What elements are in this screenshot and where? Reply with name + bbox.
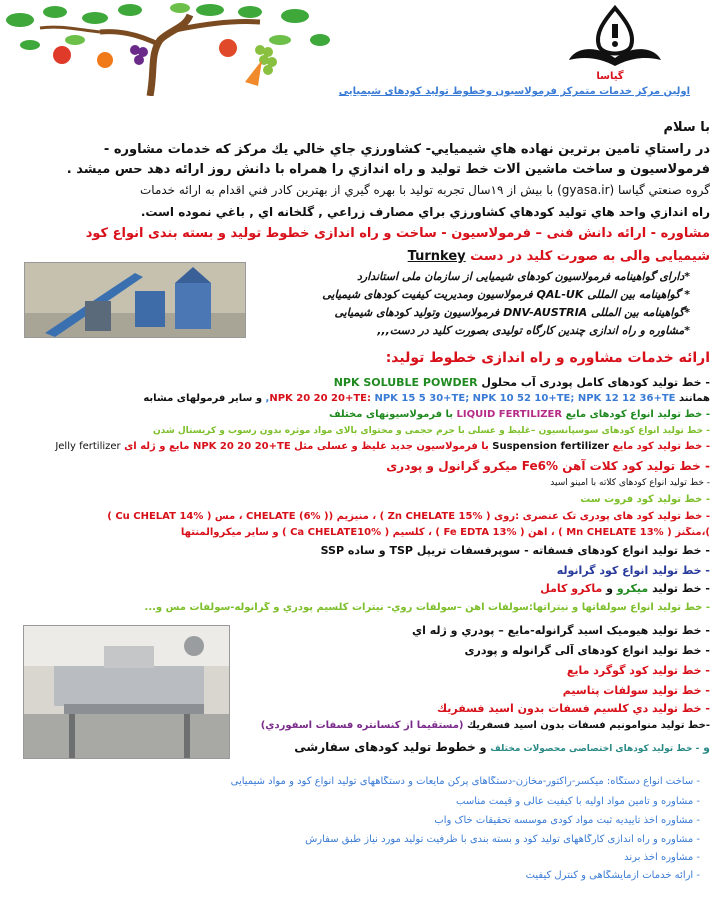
service-line-10-b: TSP [389,544,413,557]
footer-item-4: - مشاوره و راه اندازی کارگاههای تولید کود و بسته بندی با ظرفیت تولید مورد نیاز طبق سفارش [305,834,700,845]
brand-tagline: اولین مرکز خدمات متمرکز فرمولاسیون وخطوط تولید کودهای شیمیایی [338,86,690,97]
service-line-3 [10,409,710,420]
service-line-5 [10,441,710,452]
service-line-20-c: و [479,741,487,754]
service-line-12 [10,582,710,595]
service-line-12-a: - خط تولید [652,582,710,595]
service-line-19-b: (مستقیما از كنسانتره فسفات آسفوردي) [260,720,464,731]
service-line-11: - خط تولید انواع کود گرانوله [556,564,710,577]
service-line-9b: )،منگنز ( Mn CHELATE 13% ) ، آهن ( Fe EDTA 13% ) ، کلسیم ( Ca CHELATE10% ) و سایر میکروالمنتها [180,527,710,538]
service-line-4: - خط تولید انواع کودهای سوسپانسیون –غلیظ و عسلی با جرم حجمی و محتوای بالای مواد موثره بدون رسوب و کریستال شدن [153,426,710,436]
service-line-20-d: خطوط تولید کودهای سفارشی [294,740,476,754]
intro-p4: راه اندازي واحد هاي توليد كودهاي كشاورزي براي مصارف زراعي , گلخانه اي , باغي نموده است. [140,205,710,219]
service-line-10-d: SSP [320,544,345,557]
service-line-19-a: -خط تولید منوآمونیم فسفات بدون اسيد فسفريك [466,720,710,731]
cert-1: *دارای گواهینامه فرمولاسیون کودهای شیمیایی از سازمان ملی استاندارد [356,270,690,283]
service-line-6-b: Fe6% [521,459,559,473]
service-line-12-d: ماکرو کامل [540,582,603,595]
service-line-5-e: مایع و ژله ای [124,441,190,452]
service-line-1 [10,376,710,389]
footer-item-5: - مشاوره اخذ برند [624,852,700,863]
service-line-3-suffix: با فرمولاسیونهای مختلف [328,409,454,420]
service-line-2-prefix: همانند [678,393,710,404]
service-line-10-c: و ساده [347,544,386,557]
intro-p2: فرمولاسیون و ساخت ماشين آلات خط توليد و راه اندازي را همراه با دانش روز ارائه دهد حس ميشد . [66,162,710,177]
factory-photo-1 [24,262,246,338]
service-line-6-c: میکرو گرانول و پودری [386,459,518,473]
service-line-19 [240,720,710,731]
brand-name: گیاسا [596,71,624,82]
service-line-1-text: - خط تولید کودهای کامل پودری آب محلول [481,376,710,389]
service-line-20 [240,740,710,754]
service-line-5-b: Suspension fertilizer [492,441,610,452]
headline-line1: مشاوره - ارائه دانش فنی – فرمولاسیون - ساخت و راه اندازی خطوط تولید و بسته بندی انواع کود [85,226,710,241]
intro-p3: گروه صنعتي گياسا (gyasa.ir) با بيش از ۱۹سال تجربه توليد با بهره گيري از بهترين كادر فني اقدام به ارائه خدمات [139,183,710,197]
headline-turnkey-fa: شیمیایی وآلی به صورت کلید در دست [470,249,710,264]
service-line-12-b: میکرو [616,582,649,595]
service-line-15: - خط تولید انواع کودهای آلی گرانوله و پودری [464,644,710,657]
service-line-2-npk-blue: NPK 15 5 30+TE; NPK 10 52 10+TE; NPK 12 12 36+TE, [265,393,676,404]
cert-3-body: DNV-AUSTRIA [503,306,588,319]
headline-turnkey-en: Turnkey [407,249,466,264]
service-line-1-code: NPK SOLUBLE POWDER [333,376,478,389]
service-line-10-a: - خط تولید انواع کودهای فسفاته - سوپرفسفات تریپل [416,544,710,557]
service-line-20-b: - خط تولید کودهای اختصاصی محصولات مختلف [490,744,700,754]
footer-item-1: - ساخت انواع دستگاه: میکسر-رآکتور-مخازن-دستگاهای پرکن مایعات و دستگاههای تولید انواع کود و مواد شیمیایی [230,776,700,787]
service-line-3-text: - خط تولید انواع کودهای مایع [565,409,710,420]
fruit-tree-illustration [0,0,330,96]
service-line-8: - خط تولید کود فروت ست [580,494,710,505]
intro-p1: در راستاي تامين برترين نهاده هاي شيميايي- كشاورزي جاي خالي يك مركز كه خدمات مشاوره - [103,142,710,157]
footer-item-2: - مشاوره و تامین مواد اولیه با کیفیت عالی و قیمت مناسب [456,796,700,807]
service-line-2 [10,393,710,404]
footer-item-6: - ارائه خدمات آزمایشگاهی و کنترل کیفیت [525,870,700,881]
service-line-14: - خط تولید هیومیک اسید گرانوله-مایع – پودري و ژله اي [412,624,710,637]
service-line-13: - خط تولید انواع سولفاتها و نیتراتها:سولفات آهن –سولفات روي- نيترات كلسيم پودري و گرانوله-سولفات مس و... [144,602,710,613]
cert-2-suffix: فرمولاسیون ومدیریت کیفیت کودهای شیمیایی [322,288,533,301]
cert-2-body: QAL-UK [536,288,584,301]
service-line-18: - خط تولید دي کلسيم فسفات بدون اسید فسفریك [436,702,710,715]
service-line-2-suffix: و سایر فرمولهای مشابه [143,393,263,404]
service-line-2-npk-red: NPK 20 20 20+TE: [269,393,371,404]
cert-3-suffix: فرمولاسیون وتولید کودهای شیمیایی [334,306,500,319]
service-line-5-a: - خط تولید کود مایع [612,441,710,452]
service-line-16: - خط تولید کود گوگرد مایع [566,664,710,677]
greeting: با سلام [663,120,710,135]
service-line-5-d: NPK 20 20 20+TE [192,441,291,452]
cert-2 [250,288,690,301]
cert-2-prefix: * گواهینامه بین المللی [587,288,690,301]
service-line-17: - خط تولید سولفات پتاسیم [562,684,710,697]
services-title: ارائه خدمات مشاوره و راه اندازی خطوط تولید: [385,350,710,366]
service-line-3-code: LIQUID FERTILIZER [456,409,563,420]
service-line-6 [10,459,710,473]
gyasa-logo [565,4,665,72]
factory-photo-2 [23,625,230,759]
service-line-12-c: و [606,582,613,595]
cert-3 [250,306,690,319]
service-line-6-a: - خط تولید کود کلات آهن [562,459,710,473]
service-line-9a: - خط تولید کود های پودری تک عنصری :روی ( Zn CHELATE 15% ) ، منیزیم (CHELATE (6% ) ، مس ( Cu CHELAT 14% ) [107,511,710,522]
service-line-5-f: Jelly fertilizer [55,441,121,452]
service-line-20-a: و [703,741,710,754]
cert-3-prefix: *گواهینامه بین المللی [591,306,690,319]
service-line-5-c: با فرمولاسیون جدید غلیظ و عسلی مثل [294,441,489,452]
cert-4: *مشاوره و راه اندازی چندین کارگاه تولیدی بصورت کلید در دست,,, [377,324,690,337]
footer-item-3: - مشاوره اخذ تاییدیه ثبت مواد کودی موسسه تحقیقات خاک وآب [434,815,700,826]
service-line-7: - خط تولید انواع کودهای کلاته با آمینو اسید [550,478,710,488]
service-line-10 [10,544,710,557]
